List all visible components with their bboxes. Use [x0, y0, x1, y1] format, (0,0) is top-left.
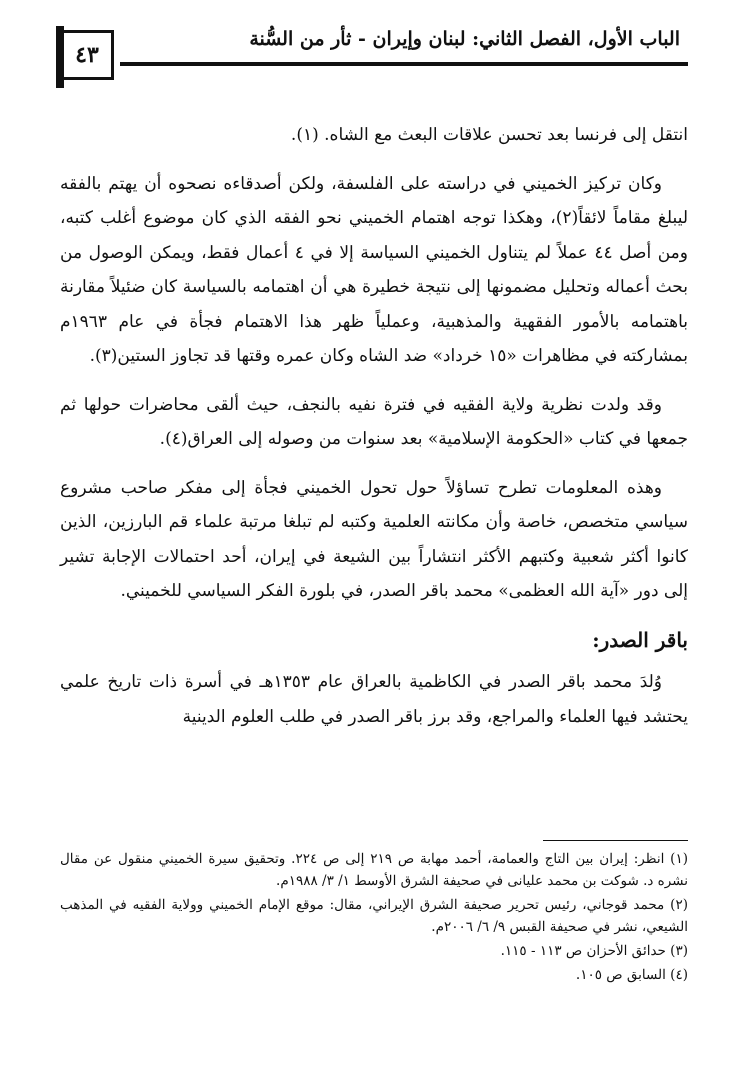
paragraph: وُلدَ محمد باقر الصدر في الكاظمية بالعراق عام ١٣٥٣هـ في أسرة ذات تاريخ علمي يحتشد فيها العلماء والمراجع، وقد برز باقر الصدر في طلب العلوم الدينية	[60, 672, 688, 727]
section-heading: باقر الصدر:	[592, 627, 688, 652]
footnote-divider	[543, 840, 688, 841]
paragraph: انتقل إلى فرنسا بعد تحسن علاقات البعث مع الشاه. (١).	[290, 125, 688, 145]
page-number: ٤٣	[60, 30, 114, 80]
paragraph: وهذه المعلومات تطرح تساؤلاً حول تحول الخميني فجأة إلى مفكر صاحب مشروع سياسي متخصص، خاصة وأن مكانته العلمية وكتبه لم تبلغا مرتبة علماء قم البارزين، الذين كانوا أكثر شعبية وكتبهم الأكثر انتشاراً بين الشيعة في إيران، أحد احتمالات الإجابة تشير إلى دور «آية الله العظمى» محمد باقر الصدر، في بلورة الفكر السياسي للخميني.	[60, 477, 688, 601]
footnote: (٤) السابق ص ١٠٥.	[575, 967, 688, 983]
running-title: الباب الأول، الفصل الثاني: لبنان وإيران - ثأر من السُّنة	[249, 28, 680, 50]
footnote: (١) انظر: إيران بين التاج والعمامة، أحمد مهابة ص ٢١٩ إلى ص ٢٢٤. وتحقيق سيرة الخميني منقول عن مقال نشره د. شوكت بن محمد عليانى في صحيفة الشرق الأوسط ١/ ٣/ ١٩٨٨م.	[60, 851, 688, 889]
main-text	[60, 118, 688, 748]
footnote: (٣) حدائق الأحزان ص ١١٣ - ١١٥.	[500, 943, 688, 959]
page-header	[60, 22, 688, 82]
paragraph: وقد ولدت نظرية ولاية الفقيه في فترة نفيه بالنجف، حيث ألقى محاضرات حولها ثم جمعها في كتاب «الحكومة الإسلامية» بعد سنوات من وصوله إلى العراق(٤).	[60, 394, 688, 449]
paragraph: وكان تركيز الخميني في دراسته على الفلسفة، ولكن أصدقاءه نصحوه أن يهتم بالفقه ليبلغ مقاماً لائقاً(٢)، وهكذا توجه اهتمام الخميني نحو الفقه الذي كان موضوع أغلب كتبه، ومن أصل ٤٤ عملاً لم يتناول الخميني السياسة إلا في ٤ أعمال فقط، ويمكن الوصول من بحث أعماله وتحليل مضمونها إلى نتيجة خطيرة هي أن اهتمامه بالسياسة كان ضئيلاً مقارنة باهتمامه بالأمور الفقهية والمذهبية، وعملياً ظهر هذا الاهتمام فجأة في عام ١٩٦٣م بمشاركته في مظاهرات «١٥ خرداد» ضد الشاه وكان عمره وقتها قد تجاوز الستين(٣).	[60, 173, 689, 366]
footnote: (٢) محمد قوجاني، رئيس تحرير صحيفة الشرق الإيراني، مقال: موقع الإمام الخميني وولاية الفقيه في المذهب الشيعي، نشر في صحيفة القبس ٩/ ٦/ ٢٠٠٦م.	[60, 897, 688, 935]
header-divider	[120, 62, 688, 66]
footnotes	[60, 848, 688, 988]
